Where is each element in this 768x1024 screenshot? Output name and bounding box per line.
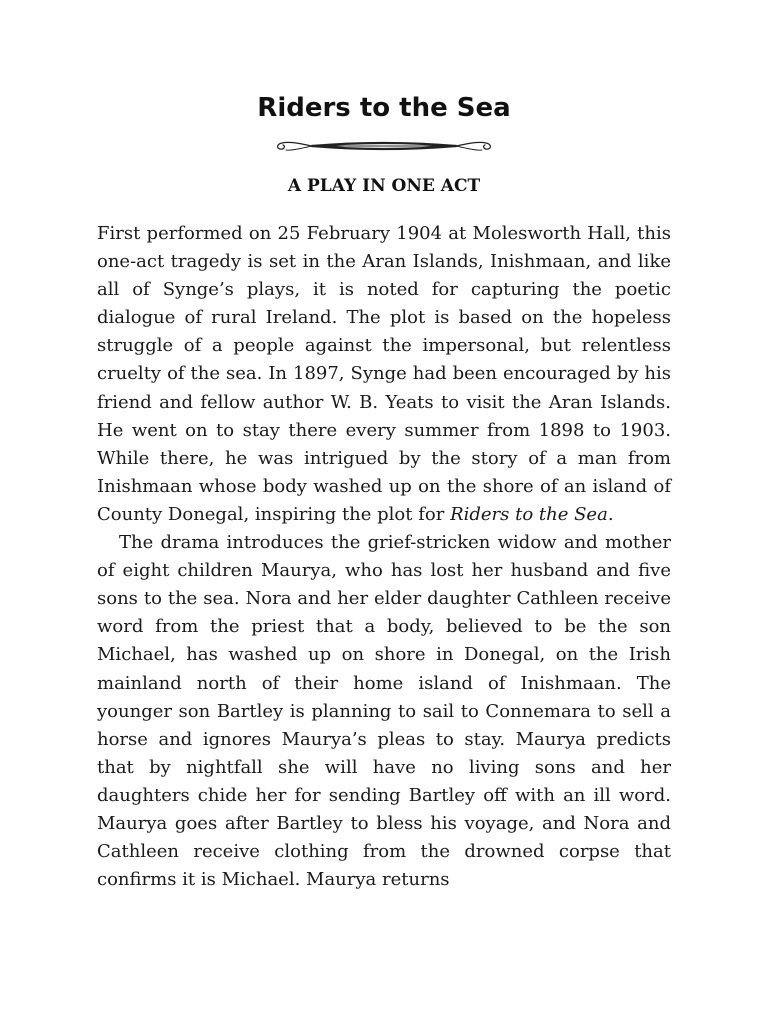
paragraph-2: The drama introduces the grief-stricken widow and mother of eight children Maurya, who has lost her husband and five sons to the sea. Nora and her elder daughter Cathleen receive word from the priest that a body, believed to be the son Michael, has washed up on shore in Donegal, on the Irish mainland north of their home island of Inishmaan. The younger son Bartley is planning to sail to Connemara to sell a horse and ignores Maurya’s pleas to stay. Maurya predicts that by nightfall she will have no living sons and her daughters chide her for sending Bartley off with an ill word. Maurya goes after Bartley to bless his voyage, and Nora and Cathleen receive clothing from the drowned corpse that confirms it is Michael. Maurya returns bbox=[97, 532, 671, 891]
play-title-italic: Riders to the Sea bbox=[450, 503, 608, 525]
page-subtitle: A PLAY IN ONE ACT bbox=[287, 176, 481, 196]
paragraph-1-text: First performed on 25 February 1904 at Molesworth Hall, this one-act tragedy is set in the Aran Islands, Inishmaan, and like all of Synge’s plays, it is noted for capturing the poetic dialogue of rural Ireland. The plot is based on the hopeless struggle of a people against the impersonal, but relentless cruelty of the sea. In 1897, Synge had been encouraged by his friend and fellow author W. B. Yeats to visit the Aran Islands. He went on to stay there every summer from 1898 to 1903. While there, he was intrigued by the story of a man from Inishmaan whose body washed up on the shore of an island of County Donegal, inspiring the plot for bbox=[97, 223, 671, 525]
body-text bbox=[97, 220, 671, 894]
decorative-divider-icon bbox=[274, 134, 494, 158]
page-title: Riders to the Sea bbox=[257, 93, 511, 123]
paragraph-1 bbox=[97, 220, 671, 529]
paragraph-1-end: . bbox=[607, 503, 614, 525]
